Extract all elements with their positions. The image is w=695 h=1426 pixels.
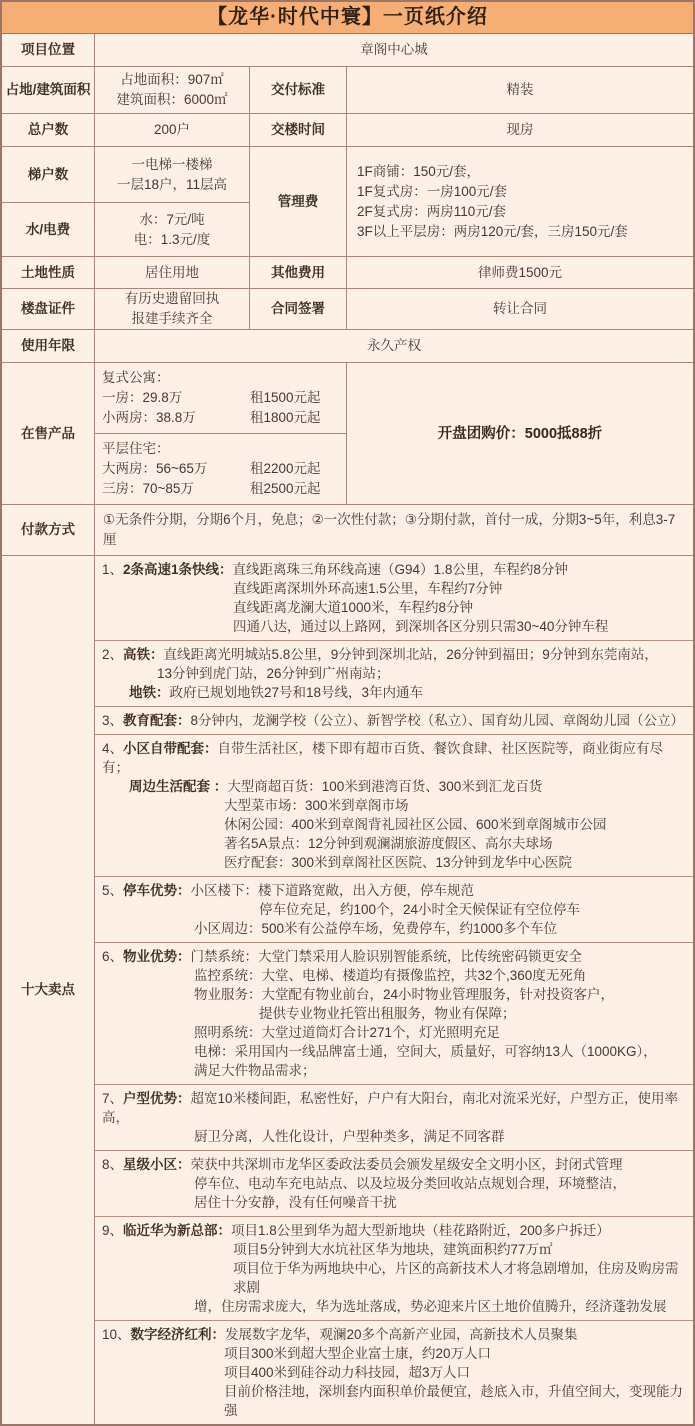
sp5-text: 小区楼下：楼下道路宽敞，出入方便，停车规范: [190, 883, 475, 898]
page-title: 【龙华·时代中寰】一页纸介绍: [2, 2, 693, 34]
sp5-line: 停车位充足，约100个，24小时全天候保证有空位停车: [259, 902, 581, 917]
area-line1: 占地面积：907㎡: [120, 72, 224, 87]
sp5-number: 5、: [102, 883, 124, 898]
row-certificates: [2, 289, 693, 330]
area-line2: 建筑面积：6000㎡: [116, 92, 228, 107]
sp6-line: 满足大件物品需求；: [194, 1063, 316, 1078]
product-group-duplex-title: 复式公寓：: [102, 370, 170, 385]
label-certificates: 楼盘证件: [2, 289, 95, 329]
product-rent: 租2500元起: [250, 481, 321, 496]
sp10-line: 目前价格洼地，深圳套内面积单价最便宜，趁底入市，升值空间大，变现能力强: [224, 1384, 683, 1418]
product-price: 大两房：56~65万: [102, 461, 208, 476]
sp4-title-nearby: 周边生活配套 ：: [129, 779, 228, 794]
sp9-line: 项目位于华为两地块中心，片区的高新技术人才将急剧增加，住房及购房需求剧: [233, 1261, 679, 1295]
sp1-title: 2条高速1条快线：: [123, 562, 233, 577]
value-elevator: [95, 147, 250, 202]
sp6-line: 电梯：采用国内一线品牌富士通，空间大，质量好，可容纳13人（1000KG），: [194, 1044, 657, 1059]
sp7-number: 7、: [102, 1091, 124, 1106]
value-households: 200户: [95, 114, 250, 146]
sp4-title-onsite: 小区自带配套：: [123, 741, 218, 756]
sp1-line: 四通八达，通过以上路网，到深圳各区分别只需30~40分钟车程: [233, 619, 609, 634]
subrow-elevator: [2, 147, 250, 203]
selling-point-1: [95, 556, 693, 641]
row-land: [2, 257, 693, 289]
value-contract: 转让合同: [493, 301, 547, 316]
sp7-text: 超宽10米楼间距，私密性好，户户有大阳台，南北对流采光好，户型方正，使用率高，: [102, 1091, 679, 1125]
mgmt-fee-line1: 1F商铺：150元/套，: [357, 163, 481, 179]
sp3-title: 教育配套：: [123, 713, 191, 728]
product-row: [102, 479, 346, 499]
sp10-number: 10、: [102, 1327, 131, 1342]
label-products: 在售产品: [2, 363, 95, 504]
label-project-location: 项目位置: [2, 34, 95, 66]
sp4-line: 大型菜市场：300米到章阁市场: [224, 798, 409, 813]
elevator-line2: 一层18户，11层高: [116, 176, 228, 192]
selling-point-3: [95, 707, 693, 735]
value-delivery-time: 现房: [506, 122, 534, 137]
product-row: [102, 408, 346, 428]
utilities-line1: 水：7元/吨: [139, 211, 205, 227]
sp4-line: 著名5A景点：12分钟到观澜湖旅游度假区、高尔夫球场: [224, 836, 553, 851]
sp2-title-metro: 地铁：: [129, 685, 170, 700]
sp8-line: 停车位、电动车充电站点、以及垃圾分类回收站点规划合理，环境整洁，: [194, 1176, 626, 1191]
value-delivery-standard: 精装: [506, 82, 534, 97]
sp6-line: 物业服务：大堂配有物业前台，24小时物业管理服务，针对投资客户，: [194, 987, 615, 1002]
sp4-text-onsite: 自带生活社区，楼下即有超市百货、餐饮食肆、社区医院等，商业街应有尽有；: [102, 741, 664, 775]
sp10-line: 项目400米到硅谷动力科技园，超3万人口: [224, 1365, 471, 1380]
label-area: 占地/建筑面积: [2, 67, 95, 113]
sp4-number: 4、: [102, 741, 124, 756]
value-tenure: 永久产权: [367, 338, 421, 353]
sp3-text: 8分钟内，龙澜学校（公立）、新智学校（私立）、国育幼儿园、章阁幼儿园（公立）: [190, 713, 685, 728]
product-price: 小两房：38.8万: [102, 410, 196, 425]
sp7-title: 户型优势：: [123, 1091, 191, 1106]
sp6-title: 物业优势：: [123, 949, 191, 964]
sp2-title-rail: 高铁：: [123, 647, 164, 662]
product-group-flat-title: 平层住宅：: [102, 441, 170, 456]
mgmt-fee-line3: 2F复式房：两房110元/套: [357, 203, 507, 219]
sp9-text: 项目1.8公里到华为超大型新地块（桂花路附近，200多户拆迁）: [231, 1223, 610, 1238]
sp6-text: 门禁系统：大堂门禁采用人脸识别智能系统，比传统密码锁更安全: [190, 949, 583, 964]
sp5-line: 小区周边：500米有公益停车场，免费停车，约1000多个车位: [194, 921, 558, 936]
selling-point-5: [95, 877, 693, 943]
sp6-line: 监控系统：大堂、电梯、楼道均有摄像监控，共32个,360度无死角: [194, 968, 587, 983]
sp1-line: 直线距离龙澜大道1000米，车程约8分钟: [233, 600, 474, 615]
value-land-nature: 居住用地: [95, 257, 250, 288]
label-tenure: 使用年限: [2, 330, 95, 362]
row-project-location: [2, 34, 693, 67]
sp8-line: 居住十分安静，没有任何噪音干扰: [194, 1195, 397, 1210]
value-other-fees: 律师费1500元: [477, 264, 563, 280]
row-elevator-utilities-mgmtfee: [2, 147, 693, 257]
sp7-line: 厨卫分离，人性化设计，户型种类多，满足不同客群: [194, 1129, 505, 1144]
elevator-utilities-block: [2, 147, 250, 256]
selling-point-9: [95, 1217, 693, 1321]
sp4-text-nearby: 大型商超百货：100米到港湾百货、300米到汇龙百货: [227, 779, 543, 794]
value-area: [95, 67, 250, 113]
sp2-text-metro: 政府已规划地铁27号和18号线，3年内通车: [169, 685, 424, 700]
label-delivery-time: 交楼时间: [250, 114, 347, 146]
sp6-line: 照明系统：大堂过道筒灯合计271个，灯光照明充足: [194, 1025, 501, 1040]
row-area: [2, 67, 693, 114]
sp6-line: 提供专业物业托管出租服务，物业有保障；: [259, 1006, 516, 1021]
label-other-fees: 其他费用: [250, 257, 347, 288]
selling-point-10: [95, 1321, 693, 1424]
sp1-number: 1、: [102, 562, 124, 577]
mgmt-fee-line4: 3F以上平层房：两房120元/套，三房150元/套: [357, 223, 628, 239]
label-households: 总户数: [2, 114, 95, 146]
sp6-number: 6、: [102, 949, 124, 964]
label-delivery-standard: 交付标准: [250, 67, 347, 113]
sp9-number: 9、: [102, 1223, 124, 1238]
row-tenure: [2, 330, 693, 363]
label-utilities: 水/电费: [2, 203, 95, 256]
product-price: 一房：29.8万: [102, 390, 183, 405]
label-land-nature: 土地性质: [2, 257, 95, 288]
label-elevator: 梯户数: [2, 147, 95, 202]
sp5-title: 停车优势：: [123, 883, 191, 898]
sp4-line: 休闲公园：400米到章阁背礼园社区公园、600米到章阁城市公园: [224, 817, 607, 832]
certificates-line2: 报建手续齐全: [131, 311, 213, 326]
value-certificates: [95, 289, 250, 329]
label-payment: 付款方式: [2, 505, 95, 555]
value-project-location: 章阁中心城: [360, 42, 428, 57]
product-rent: 租1500元起: [250, 390, 321, 405]
label-selling-points: 十大卖点: [2, 556, 95, 1424]
row-products: [2, 363, 693, 505]
product-row: [102, 388, 346, 408]
value-payment: ①无条件分期，分期6个月，免息；②一次性付款；③分期付款，首付一成，分期3~5年，利息3-7厘: [103, 512, 676, 547]
row-selling-points: [2, 556, 693, 1424]
sp9-line: 项目5分钟到大水坑社区华为地块，建筑面积约77万㎡: [233, 1242, 553, 1257]
certificates-line1: 有历史遗留回执: [124, 291, 220, 306]
sp1-line: 直线距离深圳外环高速1.5公里，车程约7分钟: [233, 581, 503, 596]
product-price: 三房：70~85万: [102, 481, 194, 496]
sp10-text: 发展数字龙华，观澜20多个高新产业园，高新技术人员聚集: [225, 1327, 578, 1342]
sp2-text: 直线距离光明城站5.8公里，9分钟到深圳北站，26分钟到福田；9分钟到东莞南站，: [163, 647, 658, 662]
row-payment: [2, 505, 693, 556]
row-households: [2, 114, 693, 147]
sp10-title: 数字经济红利：: [130, 1327, 226, 1342]
product-group-flat: [95, 434, 346, 504]
sp8-number: 8、: [102, 1157, 124, 1172]
subrow-utilities: [2, 203, 250, 256]
product-row: [102, 459, 346, 479]
products-column: [95, 363, 347, 504]
sp3-number: 3、: [102, 713, 124, 728]
elevator-line1: 一电梯一楼梯: [131, 156, 213, 172]
sp2-number: 2、: [102, 647, 124, 662]
product-rent: 租2200元起: [250, 461, 321, 476]
sp9-line: 增，住房需求庞大，华为选址落成，势必迎来片区土地价值腾升，经济蓬勃发展: [194, 1299, 667, 1314]
selling-point-7: [95, 1085, 693, 1151]
sp8-title: 星级小区：: [123, 1157, 191, 1172]
product-group-duplex: [95, 363, 346, 434]
sp8-text: 荣获中共深圳市龙华区委政法委员会颁发星级安全文明小区，封闭式管理: [190, 1157, 623, 1172]
selling-point-8: [95, 1151, 693, 1217]
selling-point-2: [95, 641, 693, 707]
value-mgmt-fee: [347, 147, 693, 256]
value-utilities: [95, 203, 250, 256]
sp10-line: 项目300米到超大型企业富士康，约20万人口: [224, 1346, 492, 1361]
sp9-title: 临近华为新总部：: [123, 1223, 232, 1238]
label-contract: 合同签署: [250, 289, 347, 329]
utilities-line2: 电：1.3元/度: [133, 231, 211, 247]
product-rent: 租1800元起: [250, 410, 321, 425]
sp4-line: 医疗配套：300米到章阁社区医院、13分钟到龙华中心医院: [224, 855, 573, 870]
selling-point-6: [95, 943, 693, 1085]
selling-point-4: [95, 735, 693, 877]
sp2-line: 13分钟到虎门站，26分钟到广州南站；: [157, 666, 390, 681]
selling-points-list: [95, 556, 693, 1424]
sp1-text: 直线距离珠三角环线高速（G94）1.8公里，车程约8分钟: [232, 562, 568, 577]
value-promo-price: 开盘团购价：5000抵88折: [437, 425, 603, 442]
label-mgmt-fee: 管理费: [250, 147, 347, 256]
mgmt-fee-line2: 1F复式房：一房100元/套: [357, 183, 508, 199]
